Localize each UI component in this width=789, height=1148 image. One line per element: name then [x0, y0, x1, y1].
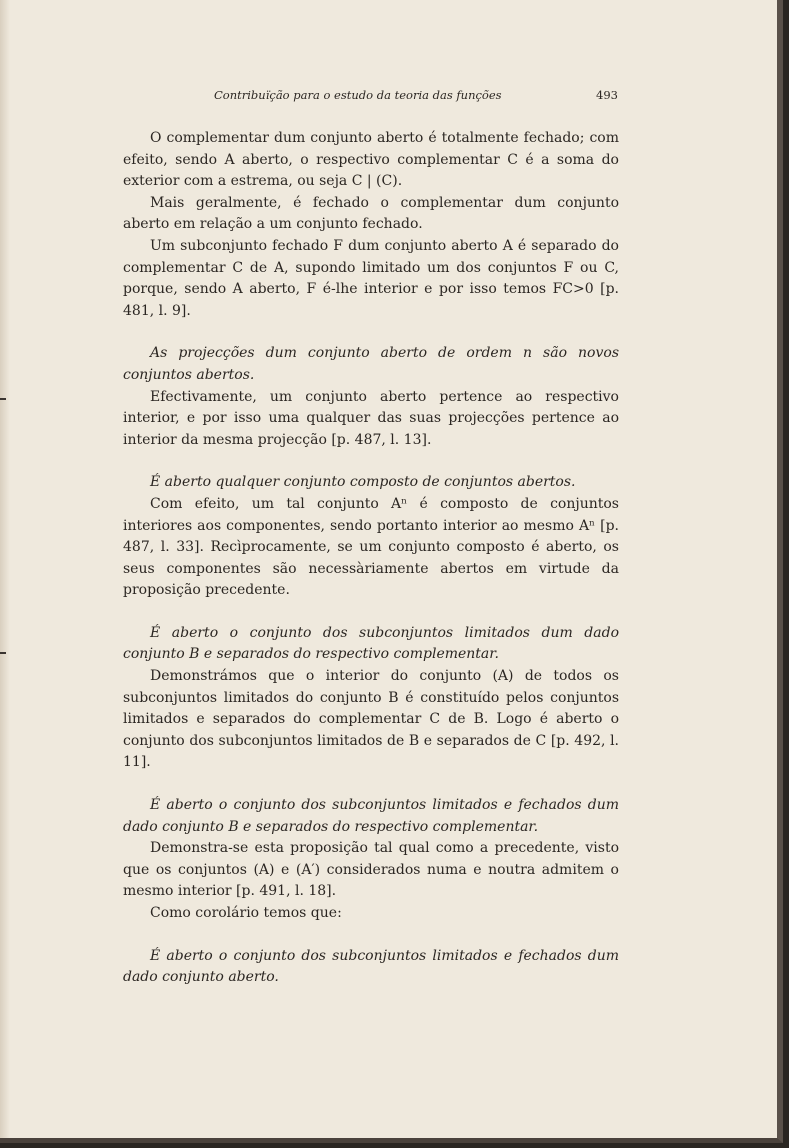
paragraph: Um subconjunto fechado F dum conjunto aberto A é separado do complementar C de A, supondo limitado um dos conjuntos F ou C, porque, sendo A aberto, F é-lhe interior e por isso temos FC>0 [p. 481, l. 9]. — [123, 237, 619, 319]
paragraph: O complementar dum conjunto aberto é totalmente fechado; com efeito, sendo A aberto, o respectivo complementar C é a soma do exterior com a estrema, ou seja C | (C). — [123, 130, 619, 190]
paragraph: Demonstra-se esta proposição tal qual como a precedente, visto que os conjuntos (A) e (A′) considerados numa e noutra admitem o mesmo interior [p. 491, l. 18]. — [123, 840, 619, 900]
proposition: É aberto o conjunto dos subconjuntos limitados e fechados dum dado conjunto B e separados do respectivo complementar. — [123, 797, 619, 835]
paragraph: Demonstrámos que o interior do conjunto (A) de todos os subconjuntos limitados do conjunto B é constituído pelos conjuntos limitados e separados do complementar C de B. Logo é aberto o conjunto dos subconjuntos limitados de B e separados de C [p. 492, l. 11]. — [123, 668, 619, 771]
paragraph: Mais geralmente, é fechado o complementar dum conjunto aberto em relação a um conjunto fechado. — [123, 194, 619, 233]
paragraph: Com efeito, um tal conjunto Aⁿ é composto de conjuntos interiores aos componentes, sendo portanto interior ao mesmo Aⁿ [p. 487, l. 33]. Recìprocamente, se um conjunto composto é aberto, os seus componentes são necessàriamente abertos em virtude da proposição precedente. — [123, 495, 619, 599]
running-title: Contribuïção para o estudo da teoria das funções — [214, 88, 502, 102]
paragraph: Como corolário temos que: — [150, 905, 342, 921]
margin-mark — [0, 652, 6, 654]
page-number: 493 — [596, 88, 618, 102]
proposition: É aberto o conjunto dos subconjuntos limitados e fechados dum dado conjunto aberto. — [123, 947, 619, 986]
margin-mark — [0, 398, 6, 400]
running-head — [214, 88, 618, 104]
page-body — [123, 128, 619, 989]
proposition: As projecções dum conjunto aberto de ordem n são novos conjuntos abertos. — [123, 345, 619, 383]
paragraph: Efectivamente, um conjunto aberto pertence ao respectivo interior, e por isso uma qualquer das suas projecções pertence ao interior da mesma projecção [p. 487, l. 13]. — [123, 388, 619, 448]
proposition: É aberto o conjunto dos subconjuntos limitados dum dado conjunto B e separados do respectivo complementar. — [123, 624, 619, 663]
proposition: É aberto qualquer conjunto composto de conjuntos abertos. — [150, 474, 576, 491]
